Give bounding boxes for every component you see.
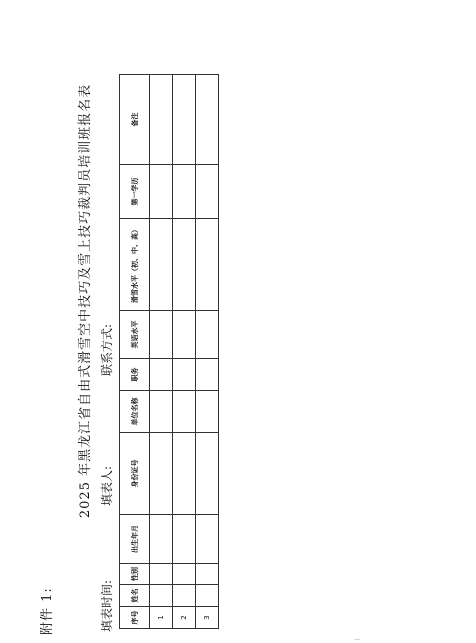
id-number-cell[interactable]	[173, 433, 196, 515]
id-number-cell[interactable]	[150, 433, 173, 515]
table-row	[150, 75, 173, 629]
contact-label: 联系方式:	[100, 323, 114, 376]
english-level-cell[interactable]	[173, 311, 196, 359]
position-cell[interactable]	[196, 359, 219, 391]
footer-mark: —	[354, 636, 360, 643]
name-cell[interactable]	[150, 585, 173, 607]
name-cell[interactable]	[173, 585, 196, 607]
ski-level-cell[interactable]	[150, 219, 173, 311]
table-row	[173, 75, 196, 629]
header-organization: 单位名称	[120, 391, 150, 433]
organization-cell[interactable]	[173, 391, 196, 433]
filler-label: 填表人:	[100, 465, 114, 506]
row-index: 3	[196, 607, 219, 629]
organization-cell[interactable]	[196, 391, 219, 433]
fill-time-label: 填表时间:	[100, 579, 114, 632]
id-number-cell[interactable]	[196, 433, 219, 515]
header-id-number: 身份证号	[120, 433, 150, 515]
header-name: 姓名	[120, 585, 150, 607]
table-header-row	[120, 75, 150, 629]
birth-cell[interactable]	[173, 515, 196, 564]
remarks-cell[interactable]	[173, 75, 196, 165]
header-remarks: 备注	[120, 75, 150, 165]
header-position: 职务	[120, 359, 150, 391]
birth-cell[interactable]	[196, 515, 219, 564]
header-education: 第一学历	[120, 165, 150, 219]
english-level-cell[interactable]	[196, 311, 219, 359]
position-cell[interactable]	[173, 359, 196, 391]
ski-level-cell[interactable]	[173, 219, 196, 311]
registration-table	[119, 74, 219, 629]
education-cell[interactable]	[173, 165, 196, 219]
header-gender: 性别	[120, 564, 150, 585]
header-birth: 出生年月	[120, 515, 150, 564]
remarks-cell[interactable]	[150, 75, 173, 165]
row-index: 1	[150, 607, 173, 629]
gender-cell[interactable]	[196, 564, 219, 585]
gender-cell[interactable]	[173, 564, 196, 585]
table-row	[196, 75, 219, 629]
english-level-cell[interactable]	[150, 311, 173, 359]
remarks-cell[interactable]	[196, 75, 219, 165]
birth-cell[interactable]	[150, 515, 173, 564]
position-cell[interactable]	[150, 359, 173, 391]
organization-cell[interactable]	[150, 391, 173, 433]
ski-level-cell[interactable]	[196, 219, 219, 311]
gender-cell[interactable]	[150, 564, 173, 585]
education-cell[interactable]	[196, 165, 219, 219]
attachment-label: 附件 1:	[40, 587, 55, 635]
header-english-level: 英语水平	[120, 311, 150, 359]
header-ski-level: 滑雪水平（初、中、高）	[120, 219, 150, 311]
form-title: 2025 年黑龙江省自由式滑雪空中技巧及雪上技巧裁判员培训班报名表	[78, 83, 93, 519]
name-cell[interactable]	[196, 585, 219, 607]
education-cell[interactable]	[150, 165, 173, 219]
row-index: 2	[173, 607, 196, 629]
header-index: 序号	[120, 607, 150, 629]
